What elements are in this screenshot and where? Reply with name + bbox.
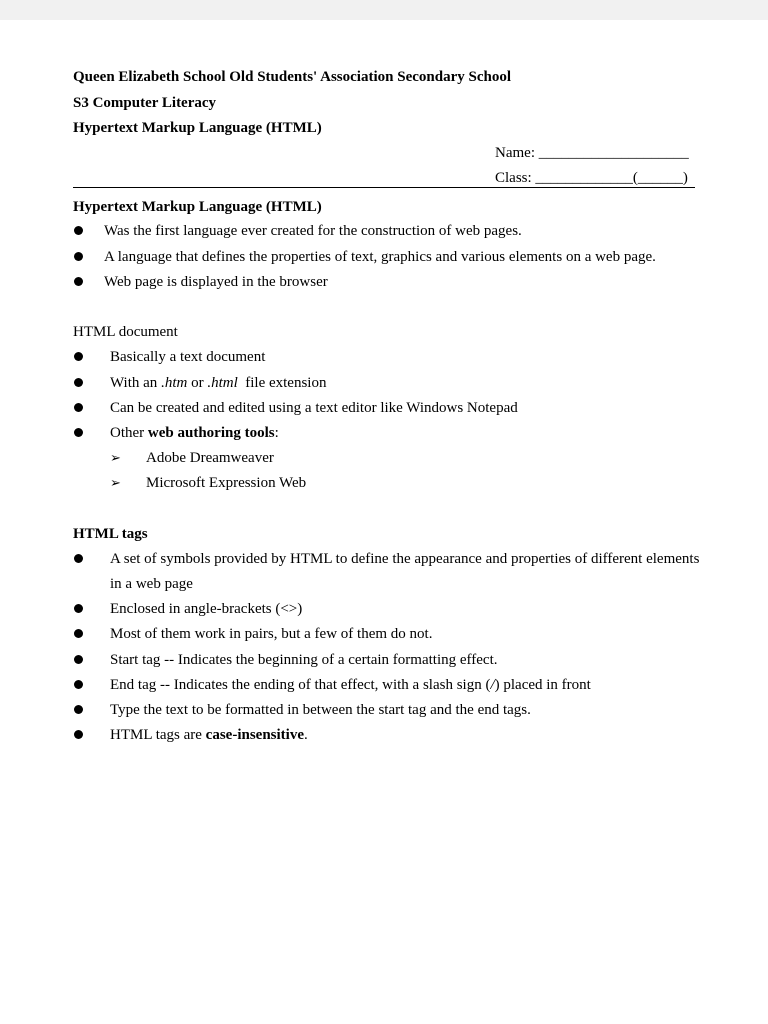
bullet-icon [74, 252, 83, 261]
header-divider [73, 187, 695, 188]
bullet-icon [74, 403, 83, 412]
list-item: Can be created and edited using a text editor like Windows Notepad [110, 400, 518, 416]
section-title-html: Hypertext Markup Language (HTML) [73, 199, 322, 215]
htm-extension: .htm [161, 375, 188, 391]
web-authoring-tools-term: web authoring tools [147, 425, 275, 441]
bullet-icon [74, 629, 83, 638]
bullet-icon [74, 604, 83, 613]
text-segment: Other [110, 425, 148, 441]
name-field-line: Name: ____________________ [495, 145, 689, 161]
list-item: A set of symbols provided by HTML to define the appearance and properties of different elements [110, 551, 700, 567]
list-item [110, 675, 591, 695]
document-page [0, 20, 768, 1024]
text-segment: : [274, 425, 279, 441]
list-item [110, 373, 326, 393]
html-extension: .html [207, 375, 238, 391]
text-segment: End tag -- Indicates the ending of that effect, with a slash sign ( [110, 677, 491, 693]
text-segment: HTML tags are [110, 727, 206, 743]
section-title-html-tags: HTML tags [73, 526, 148, 542]
list-item-continuation: in a web page [110, 576, 193, 592]
list-item [110, 423, 279, 443]
list-item: Enclosed in angle-brackets (<>) [110, 601, 303, 617]
topic-title: Hypertext Markup Language (HTML) [73, 120, 322, 136]
sub-list-item: Microsoft Expression Web [146, 475, 307, 491]
list-item [110, 725, 308, 745]
text-segment: ) placed in front [494, 677, 591, 693]
bullet-icon [74, 730, 83, 739]
list-item: Most of them work in pairs, but a few of them do not. [110, 626, 433, 642]
text-segment: file extension [237, 375, 327, 391]
bullet-icon [74, 226, 83, 235]
list-item: Start tag -- Indicates the beginning of a certain formatting effect. [110, 652, 498, 668]
bullet-icon [74, 705, 83, 714]
text-segment: . [304, 727, 308, 743]
arrow-bullet-icon: ➢ [110, 450, 121, 465]
slash-sign: / [490, 677, 495, 693]
list-item: Basically a text document [110, 349, 266, 365]
list-item: Was the first language ever created for the construction of web pages. [104, 223, 522, 239]
bullet-icon [74, 554, 83, 563]
bullet-icon [74, 655, 83, 664]
bullet-icon [74, 352, 83, 361]
viewer-top-bar [0, 0, 768, 20]
school-name: Queen Elizabeth School Old Students' Association Secondary School [73, 69, 511, 85]
course-title: S3 Computer Literacy [73, 95, 217, 111]
class-field-line: Class: _____________(______) [495, 170, 688, 186]
text-segment: or [187, 375, 208, 391]
list-item: Type the text to be formatted in between the start tag and the end tags. [110, 702, 531, 718]
section-title-html-document: HTML document [73, 324, 178, 340]
arrow-bullet-icon: ➢ [110, 475, 121, 490]
case-insensitive-term: case-insensitive [205, 727, 304, 743]
text-segment: With an [110, 375, 162, 391]
bullet-icon [74, 680, 83, 689]
bullet-icon [74, 277, 83, 286]
list-item: Web page is displayed in the browser [104, 274, 328, 290]
list-item: A language that defines the properties of text, graphics and various elements on a web page. [104, 249, 656, 265]
sub-list-item: Adobe Dreamweaver [146, 450, 274, 466]
bullet-icon [74, 428, 83, 437]
bullet-icon [74, 378, 83, 387]
